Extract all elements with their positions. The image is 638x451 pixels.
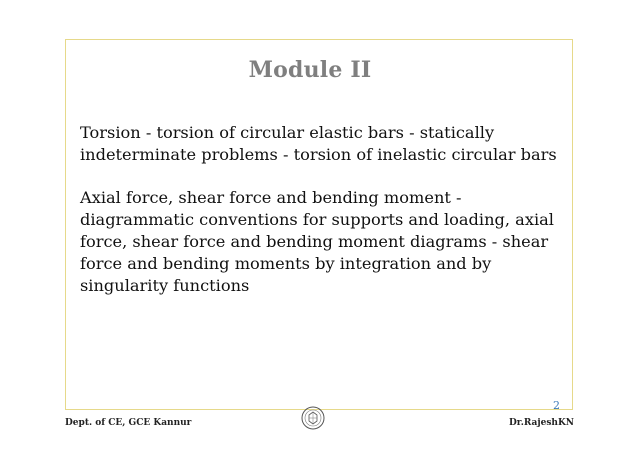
page-number: 2 bbox=[553, 399, 560, 412]
footer-department: Dept. of CE, GCE Kannur bbox=[65, 418, 192, 428]
slide-body bbox=[80, 122, 570, 297]
footer-author: Dr.RajeshKN bbox=[508, 418, 574, 428]
paragraph-axial-force: Axial force, shear force and bending moment - diagrammatic conventions for supports and loading, axial force, shear force and bending moment diagrams - shear force and bending moments by integration and by singularity functions bbox=[80, 188, 554, 295]
slide-title: Module II bbox=[248, 57, 372, 83]
college-seal-icon bbox=[301, 406, 325, 430]
paragraph-torsion: Torsion - torsion of circular elastic bars - statically indeterminate problems - torsion of inelastic circular bars bbox=[80, 123, 557, 164]
